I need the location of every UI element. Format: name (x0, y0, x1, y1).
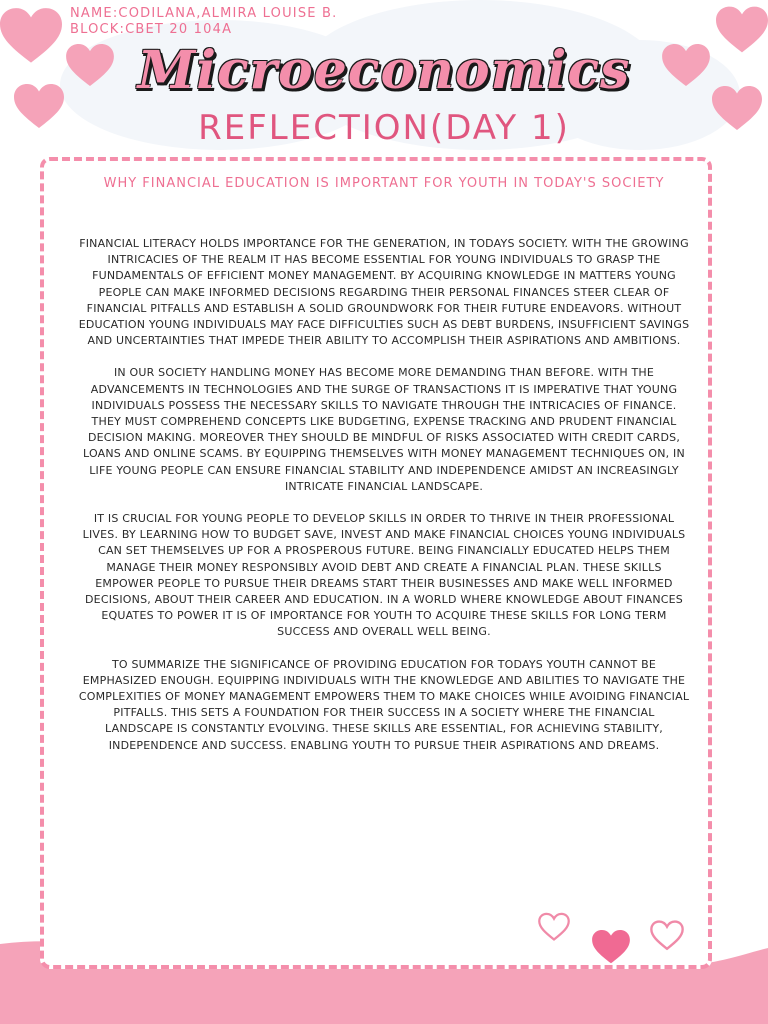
heart-outline-icon (538, 912, 570, 942)
paragraph: TO SUMMARIZE THE SIGNIFICANCE OF PROVIDING EDUCATION FOR TODAYS YOUTH CANNOT BE EMPHASIZED ENOUGH. EQUIPPING INDIVIDUALS WITH THE KNOWLEDGE AND ABILITIES TO NAVIGATE THE COMPLEXITIES OF MONEY MANAGEMENT EMPOWERS THEM TO MAKE CHOICES WHILE AVOIDING FINANCIAL PITFALLS. THIS SETS A FOUNDATION FOR THEIR SUCCESS IN A SOCIETY WHERE THE FINANCIAL LANDSCAPE IS CONSTANTLY EVOLVING. THESE SKILLS ARE ESSENTIAL, FOR ACHIEVING STABILITY, INDEPENDENCE AND SUCCESS. ENABLING YOUTH TO PURSUE THEIR ASPIRATIONS AND DREAMS. (78, 657, 690, 752)
paragraph: IT IS CRUCIAL FOR YOUNG PEOPLE TO DEVELOP SKILLS IN ORDER TO THRIVE IN THEIR PROFESSIONAL LIVES. BY LEARNING HOW TO BUDGET SAVE, INVEST AND MAKE FINANCIAL CHOICES YOUNG INDIVIDUALS CAN SET THEMSELVES UP FOR A PROSPEROUS FUTURE. BEING FINANCIALLY EDUCATED HELPS THEM MANAGE THEIR MONEY RESPONSIBLY AVOID DEBT AND CREATE A FINANCIAL PLAN. THESE SKILLS EMPOWER PEOPLE TO PURSUE THEIR DREAMS START THEIR BUSINESSES AND MAKE WELL INFORMED DECISIONS, ABOUT THEIR CAREER AND EDUCATION. IN A WORLD WHERE KNOWLEDGE ABOUT FINANCES EQUATES TO POWER IT IS OF IMPORTANCE FOR YOUTH TO ACQUIRE THESE SKILLS FOR LONG TERM SUCCESS AND OVERALL WELL BEING. (82, 512, 686, 639)
author-name: NAME:CODILANA,ALMIRA LOUISE B. (70, 6, 338, 21)
paragraph: FINANCIAL LITERACY HOLDS IMPORTANCE FOR THE GENERATION, IN TODAYS SOCIETY. WITH THE GROWING INTRICACIES OF THE REALM IT HAS BECOME ESSENTIAL FOR YOUNG INDIVIDUALS TO GRASP THE FUNDAMENTALS OF EFFICIENT MONEY MANAGEMENT. BY ACQUIRING KNOWLEDGE IN MATTERS YOUNG PEOPLE CAN MAKE INFORMED DECISIONS REGARDING THEIR PERSONAL FINANCES STEER CLEAR OF FINANCIAL PITFALLS AND ESTABLISH A SOLID GROUNDWORK FOR THEIR FUTURE ENDEAVORS. WITHOUT EDUCATION YOUNG INDIVIDUALS MAY FACE DIFFICULTIES SUCH AS DEBT BURDENS, INSUFFICIENT SAVINGS AND UNCERTAINTIES THAT IMPEDE THEIR ABILITY TO ACCOMPLISH THEIR ASPIRATIONS AND AMBITIONS. (78, 237, 690, 348)
heart-outline-icon (650, 920, 684, 951)
paragraph: IN OUR SOCIETY HANDLING MONEY HAS BECOME MORE DEMANDING THAN BEFORE. WITH THE ADVANCEMENTS IN TECHNOLOGIES AND THE SURGE OF TRANSACTIONS IT IS IMPERATIVE THAT YOUNG INDIVIDUALS POSSESS THE NECESSARY SKILLS TO NAVIGATE THROUGH THE INTRICACIES OF FINANCE. THEY MUST COMPREHEND CONCEPTS LIKE BUDGETING, EXPENSE TRACKING AND PRUDENT FINANCIAL DECISION MAKING. MOREOVER THEY SHOULD BE MINDFUL OF RISKS ASSOCIATED WITH CREDIT CARDS, LOANS AND ONLINE SCAMS. BY EQUIPPING THEMSELVES WITH MONEY MANAGEMENT TECHNIQUES ON, IN LIFE YOUNG PEOPLE CAN ENSURE FINANCIAL STABILITY AND INDEPENDENCE AMIDST AN INCREASINGLY INTRICATE FINANCIAL LANDSCAPE. (83, 366, 685, 493)
author-block: BLOCK:CBET 20 104A (70, 22, 233, 37)
reflection-body (78, 236, 690, 770)
page-title: Microeconomics (137, 40, 631, 101)
author-info (70, 6, 338, 38)
card-heading: WHY FINANCIAL EDUCATION IS IMPORTANT FOR YOUTH IN TODAY'S SOCIETY (103, 176, 665, 191)
page-subtitle: REFLECTION(DAY 1) (198, 108, 570, 148)
heart-icon (592, 930, 630, 964)
